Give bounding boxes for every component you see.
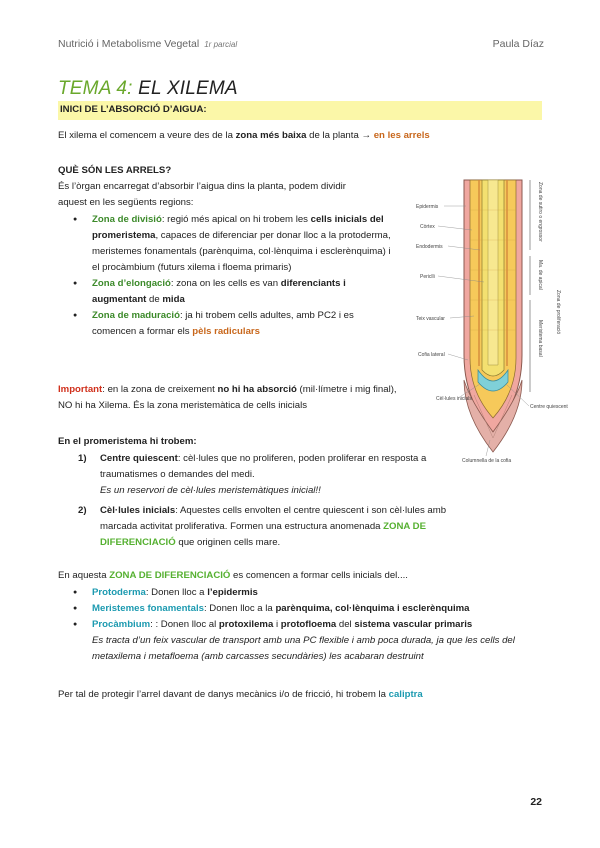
label-cortex: Còrtex — [420, 224, 435, 230]
label-columnella: Columnella de la cofia — [462, 458, 512, 464]
root-tip-figure — [414, 170, 568, 470]
title-rest: EL XILEMA — [138, 78, 238, 99]
label-zona-proliferacio: Zona de proliferació — [555, 290, 561, 335]
list-item-zona-divisio: ● Zona de divisió: regió més apical on hi trobem les cells inicials del promeristema, capaces de diferenciar per donar lloc a la protoderma, meristemes fonamentals (parènquima, col·lènquima i esclerènquima) i el procàmbium (futurs xilema i floema primaris) — [70, 212, 400, 276]
label-ma-apical: Ma. de apical — [537, 260, 543, 290]
zones-list — [70, 212, 400, 340]
promeristema-heading: En el promeristema hi trobem: — [58, 436, 197, 447]
running-header-author: Paula Díaz — [492, 38, 544, 50]
label-cells-inicials: Cèl·lules inicials — [436, 396, 472, 402]
section-highlight — [58, 101, 542, 120]
list-item-zona-maduracio: ● Zona de maduració: ja hi trobem cells adultes, amb PC2 i es comencen a formar els pèls radiculars — [70, 308, 400, 340]
diferenciacio-line: En aquesta ZONA DE DIFERENCIACIÓ es comencen a formar cells inicials del.... — [58, 570, 408, 581]
label-pericicle: Periclli — [420, 274, 435, 280]
label-teix-vascular: Teix vascular — [416, 316, 445, 322]
diferenciacio-list — [70, 585, 542, 665]
important-note: Important: en la zona de creixement no hi ha absorció (mil·límetre i mig final), NO hi ha Xilema. És la zona meristemàtica de cells inicials — [58, 384, 397, 411]
label-meristema-basal: Meristema basal — [537, 320, 543, 357]
label-epidermis: Epidermis — [416, 204, 439, 210]
list-item-meristemes: ● Meristemes fonamentals: Donen lloc a la parènquima, col·lènquima i esclerènquima — [70, 601, 542, 617]
list-item-centre-quiescent: 1) Centre quiescent: cèl·lules que no proliferen, poden proliferar en resposta a traumatismes o demandes del medi. Es un reservori de cèl·lules meristemàtiques inicial!! — [78, 453, 427, 496]
label-endodermis: Endodermis — [416, 244, 443, 250]
label-centre-quiescent: Centre quiescent — [530, 404, 568, 410]
page-title — [58, 78, 238, 100]
list-item-protoderma: ● Protoderma: Donen lloc a l’epidermis — [70, 585, 542, 601]
list-item-cells-inicials: 2) Cèl·lules inicials: Aquestes cells envolten el centre quiescent i son cèl·lules amb marcada activitat proliferativa. Formen una estructura anomenada ZONA DE DIFERENCIACIÓ que originen cells mare. — [78, 505, 447, 548]
label-cofia-lateral: Cofia lateral — [418, 352, 445, 358]
label-zona-sutiro: Zona de sutiro o engrossor — [537, 182, 543, 242]
roots-heading: QUÈ SÓN LES ARRELS? — [58, 165, 172, 176]
roots-line-1: És l’òrgan encarregat d’absorbir l’aigua dins la planta, podem dividir — [58, 181, 346, 192]
roots-line-2: aquest en les següents regions: — [58, 197, 194, 208]
running-header-course: Nutrició i Metabolisme Vegetal 1r parcial — [58, 38, 238, 50]
header-subtitle: 1r parcial — [204, 40, 238, 49]
intro-paragraph: El xilema el comencem a veure des de la zona més baixa de la planta → en les arrels — [58, 130, 430, 141]
caliptra-paragraph: Per tal de protegir l’arrel davant de danys mecànics i/o de fricció, hi trobem la caliptra — [58, 689, 423, 700]
list-item-zona-elongacio: ● Zona d’elongació: zona on les cells es van diferenciants i augmentant de mida — [70, 276, 400, 308]
list-item-procambium: ● Procàmbium: : Donen lloc al protoxilema i protofloema del sistema vascular primaris Es tracta d’un feix vascular de transport amb una PC flexible i amb poca durada, ja que les cells del metaxilema i metafloema (amb carcasses secundàries) les acabaran destruint — [70, 617, 542, 665]
title-tema: TEMA 4: — [58, 78, 133, 99]
section-heading: INICI DE L’ABSORCIÓ D’AIGUA: — [60, 104, 207, 115]
page-number: 22 — [530, 796, 542, 808]
